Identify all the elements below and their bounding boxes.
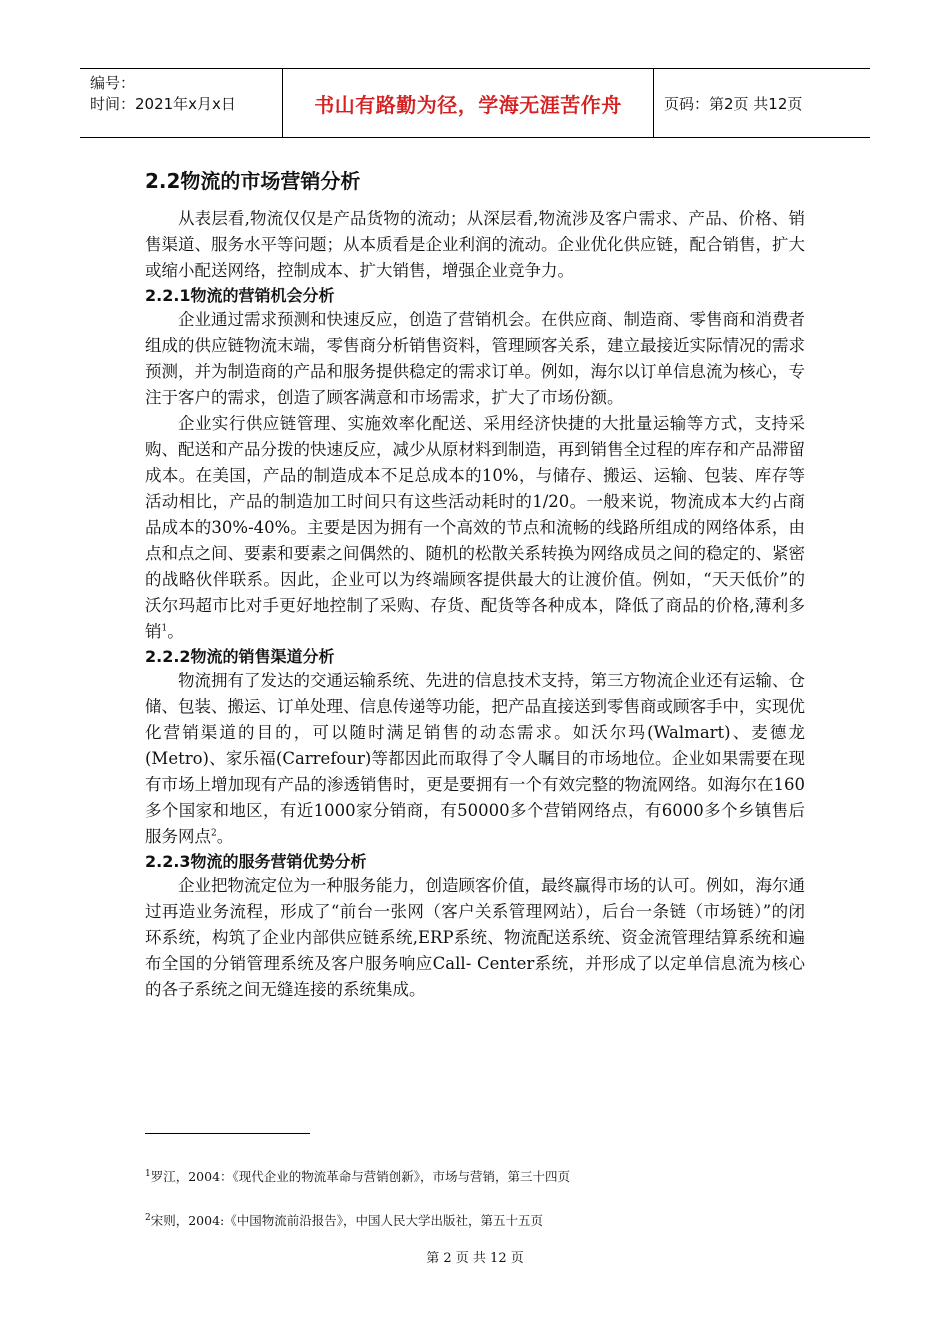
paragraph-text: 企业实行供应链管理、实施效率化配送、采用经济快捷的大批量运输等方式，支持采购、配送和产品分拨的快速反应，减少从原材料到制造，再到销售全过程的库存和产品滞留成本。在美国，产品的制造成本不足总成本的10%，与储存、搬运、运输、包装、库存等活动相比，产品的制造加工时间只有这些活动耗时的1/20。一般来说，物流成本大约占商品成本的30%-40%。主要是因为拥有一个高效的节点和流畅的线路所组成的网络体系，由点和点之间、要素和要素之间偶然的、随机的松散关系转换为网络成员之间的稳定的、紧密的战略伙伴联系。因此，企业可以为终端顾客提供最大的让渡价值。例如，“天天低价”的沃尔玛超市比对手更好地控制了采购、存货、配货等各种成本，降低了商品的价格,薄利多销 <box>145 414 805 641</box>
paragraph-service-marketing: 企业把物流定位为一种服务能力，创造顾客价值，最终赢得市场的认可。例如，海尔通过再造业务流程，形成了“前台一张网（客户关系管理网站），后台一条链（市场链）”的闭环系统，构筑了企业内部供应链系统,ERP系统、物流配送系统、资金流管理结算系统和遍布全国的分销管理系统及客户服务响应Call- Center系统，并形成了以定单信息流为核心的各子系统之间无缝连接的系统集成。 <box>145 876 805 999</box>
footnote-divider <box>145 1133 310 1134</box>
page-footer: 第 2 页 共 12 页 <box>426 1251 524 1266</box>
footnote-2 <box>145 1213 543 1229</box>
paragraph-end: 。 <box>167 622 184 641</box>
section-intro-paragraph: 从表层看,物流仅仅是产品货物的流动；从深层看,物流涉及客户需求、产品、价格、销售渠道、服务水平等问题；从本质看是企业利润的流动。企业优化供应链，配合销售，扩大或缩小配送网络，控制成本、扩大销售，增强企业竞争力。 <box>145 209 805 280</box>
paragraph-end: 。 <box>216 827 234 846</box>
footnote-marker: 2 <box>145 1212 151 1223</box>
subsection-title-marketing-opportunity: 2.2.1物流的营销机会分析 <box>145 286 335 305</box>
document-number-label: 编号： <box>90 74 136 92</box>
footnote-marker: 1 <box>145 1168 151 1179</box>
paragraph-text: 物流拥有了发达的交通运输系统、先进的信息技术支持，第三方物流企业还有运输、仓储、包装、搬运、订单处理、信息传递等功能，把产品直接送到零售商或顾客手中，实现优化营销渠道的目的，可以随时满足销售的动态需求。如沃尔玛(Walmart)、麦德龙(Metro)、家乐福(Carrefour)等都因此而取得了令人瞩目的市场地位。企业如果需要在现有市场上增加现有产品的渗透销售时，更是要拥有一个有效完整的物流网络。如海尔在160多个国家和地区，有近1000家分销商，有50000多个营销网络点，有6000多个乡镇售后服务网点 <box>145 671 805 846</box>
header-page-info: 页码：第2页 共12页 <box>664 94 803 113</box>
footnote-text: 宋则，2004:《中国物流前沿报告》，中国人民大学出版社，第五十五页 <box>150 1213 544 1228</box>
paragraph-sales-channel <box>145 668 805 850</box>
paragraph-demand-forecast: 企业通过需求预测和快速反应，创造了营销机会。在供应商、制造商、零售商和消费者组成的供应链物流末端，零售商分析销售资料，管理顾客关系，建立最接近实际情况的需求预测，并为制造商的产品和服务提供稳定的需求订单。例如，海尔以订单信息流为核心，专注于客户的需求，创造了顾客满意和市场需求，扩大了市场份额。 <box>145 310 805 407</box>
page-header <box>80 68 870 138</box>
footnote-text: 罗江，2004：《现代企业的物流革命与营销创新》，市场与营销，第三十四页 <box>150 1169 571 1184</box>
document-date-label: 时间：2021年x月x日 <box>90 95 236 113</box>
header-motto: 书山有路勤为径，学海无涯苦作舟 <box>314 92 622 117</box>
document-body <box>145 166 805 1003</box>
footnote-1 <box>145 1169 570 1185</box>
subsection-title-sales-channel: 2.2.2物流的销售渠道分析 <box>145 647 335 666</box>
footnote-ref-1[interactable]: 1 <box>161 623 168 634</box>
footnote-ref-2[interactable]: 2 <box>211 828 217 839</box>
subsection-title-service-marketing: 2.2.3物流的服务营销优势分析 <box>145 852 367 871</box>
header-motto-cell <box>282 69 654 137</box>
paragraph-supply-chain <box>145 411 805 645</box>
section-title: 2.2物流的市场营销分析 <box>145 169 361 193</box>
header-meta <box>80 69 282 137</box>
